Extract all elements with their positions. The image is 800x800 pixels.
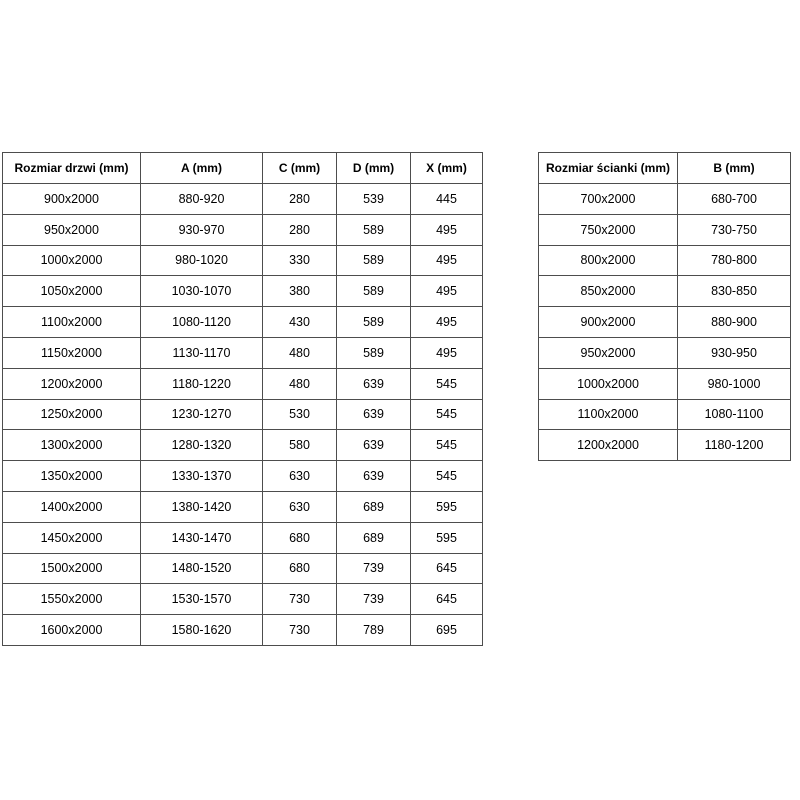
table-cell: 530: [263, 399, 337, 430]
table-cell: 595: [411, 522, 483, 553]
table-cell: 739: [337, 553, 411, 584]
table-cell: 680: [263, 522, 337, 553]
table-cell: 850x2000: [539, 276, 678, 307]
table-cell: 1600x2000: [3, 615, 141, 646]
table-cell: 495: [411, 337, 483, 368]
table-cell: 1380-1420: [141, 491, 263, 522]
header-cell: Rozmiar ścianki (mm): [539, 153, 678, 184]
table-cell: 680-700: [678, 184, 791, 215]
table-cell: 1200x2000: [3, 368, 141, 399]
table-cell: 480: [263, 368, 337, 399]
table-cell: 680: [263, 553, 337, 584]
header-cell: X (mm): [411, 153, 483, 184]
wall-sizes-table: [538, 152, 791, 461]
table-cell: 539: [337, 184, 411, 215]
table-cell: 930-970: [141, 214, 263, 245]
table-cell: 689: [337, 522, 411, 553]
table-cell: 545: [411, 399, 483, 430]
table-cell: 545: [411, 430, 483, 461]
table-cell: 1300x2000: [3, 430, 141, 461]
table-cell: 589: [337, 276, 411, 307]
table-cell: 1000x2000: [3, 245, 141, 276]
table-cell: 950x2000: [3, 214, 141, 245]
table-cell: 730: [263, 584, 337, 615]
table-cell: 1550x2000: [3, 584, 141, 615]
table-cell: 545: [411, 461, 483, 492]
table-cell: 1430-1470: [141, 522, 263, 553]
table-cell: 880-900: [678, 307, 791, 338]
table-row: [3, 615, 483, 646]
table-cell: 495: [411, 307, 483, 338]
table-cell: 1100x2000: [539, 399, 678, 430]
table-cell: 695: [411, 615, 483, 646]
table-cell: 1000x2000: [539, 368, 678, 399]
header-cell: D (mm): [337, 153, 411, 184]
table-cell: 495: [411, 276, 483, 307]
table-cell: 1180-1220: [141, 368, 263, 399]
table-cell: 545: [411, 368, 483, 399]
table-cell: 645: [411, 584, 483, 615]
table-cell: 595: [411, 491, 483, 522]
table-cell: 739: [337, 584, 411, 615]
table-cell: 639: [337, 368, 411, 399]
table-row: [3, 214, 483, 245]
table-cell: 330: [263, 245, 337, 276]
table-cell: 780-800: [678, 245, 791, 276]
table-cell: 1030-1070: [141, 276, 263, 307]
table-cell: 589: [337, 214, 411, 245]
table-row: [539, 214, 791, 245]
table-cell: 1200x2000: [539, 430, 678, 461]
table-row: [539, 245, 791, 276]
table-row: [3, 368, 483, 399]
table-cell: 980-1000: [678, 368, 791, 399]
table-cell: 1500x2000: [3, 553, 141, 584]
table-cell: 1080-1100: [678, 399, 791, 430]
table-row: [3, 461, 483, 492]
table-cell: 1450x2000: [3, 522, 141, 553]
table-cell: 495: [411, 214, 483, 245]
table-cell: 480: [263, 337, 337, 368]
table-cell: 639: [337, 399, 411, 430]
table-cell: 789: [337, 615, 411, 646]
table-cell: 730: [263, 615, 337, 646]
table-cell: 900x2000: [3, 184, 141, 215]
table-cell: 1130-1170: [141, 337, 263, 368]
table-cell: 580: [263, 430, 337, 461]
table-cell: 589: [337, 245, 411, 276]
door-sizes-table: [2, 152, 483, 646]
table-row: [3, 399, 483, 430]
table-cell: 1250x2000: [3, 399, 141, 430]
table-cell: 980-1020: [141, 245, 263, 276]
table-row: [3, 584, 483, 615]
table-cell: 730-750: [678, 214, 791, 245]
table-cell: 1180-1200: [678, 430, 791, 461]
table-row: [3, 491, 483, 522]
table-row: [3, 276, 483, 307]
table-row: [539, 430, 791, 461]
table-cell: 689: [337, 491, 411, 522]
table-row: [539, 368, 791, 399]
header-cell: C (mm): [263, 153, 337, 184]
table-row: [3, 553, 483, 584]
table-cell: 800x2000: [539, 245, 678, 276]
table-cell: 880-920: [141, 184, 263, 215]
header-cell: Rozmiar drzwi (mm): [3, 153, 141, 184]
header-row: [3, 153, 483, 184]
table-cell: 950x2000: [539, 337, 678, 368]
table-cell: 645: [411, 553, 483, 584]
table-row: [539, 276, 791, 307]
table-cell: 1280-1320: [141, 430, 263, 461]
table-cell: 1350x2000: [3, 461, 141, 492]
table-cell: 1150x2000: [3, 337, 141, 368]
table-row: [539, 337, 791, 368]
header-cell: B (mm): [678, 153, 791, 184]
table-row: [539, 399, 791, 430]
table-row: [3, 245, 483, 276]
table-cell: 430: [263, 307, 337, 338]
table-cell: 589: [337, 337, 411, 368]
table-cell: 830-850: [678, 276, 791, 307]
table-cell: 930-950: [678, 337, 791, 368]
table-row: [3, 430, 483, 461]
table-cell: 280: [263, 214, 337, 245]
table-cell: 1230-1270: [141, 399, 263, 430]
table-cell: 630: [263, 461, 337, 492]
table-row: [539, 184, 791, 215]
header-cell: A (mm): [141, 153, 263, 184]
table-cell: 630: [263, 491, 337, 522]
table-cell: 589: [337, 307, 411, 338]
table-cell: 1050x2000: [3, 276, 141, 307]
table-cell: 445: [411, 184, 483, 215]
table-row: [3, 184, 483, 215]
table-row: [3, 522, 483, 553]
table-cell: 639: [337, 461, 411, 492]
table-cell: 1330-1370: [141, 461, 263, 492]
table-cell: 280: [263, 184, 337, 215]
table-cell: 1580-1620: [141, 615, 263, 646]
table-cell: 380: [263, 276, 337, 307]
table-cell: 700x2000: [539, 184, 678, 215]
table-cell: 495: [411, 245, 483, 276]
table-cell: 1400x2000: [3, 491, 141, 522]
table-row: [3, 307, 483, 338]
table-cell: 750x2000: [539, 214, 678, 245]
table-cell: 639: [337, 430, 411, 461]
table-row: [3, 337, 483, 368]
table-cell: 1480-1520: [141, 553, 263, 584]
table-cell: 900x2000: [539, 307, 678, 338]
table-cell: 1100x2000: [3, 307, 141, 338]
table-cell: 1080-1120: [141, 307, 263, 338]
table-cell: 1530-1570: [141, 584, 263, 615]
table-row: [539, 307, 791, 338]
header-row: [539, 153, 791, 184]
